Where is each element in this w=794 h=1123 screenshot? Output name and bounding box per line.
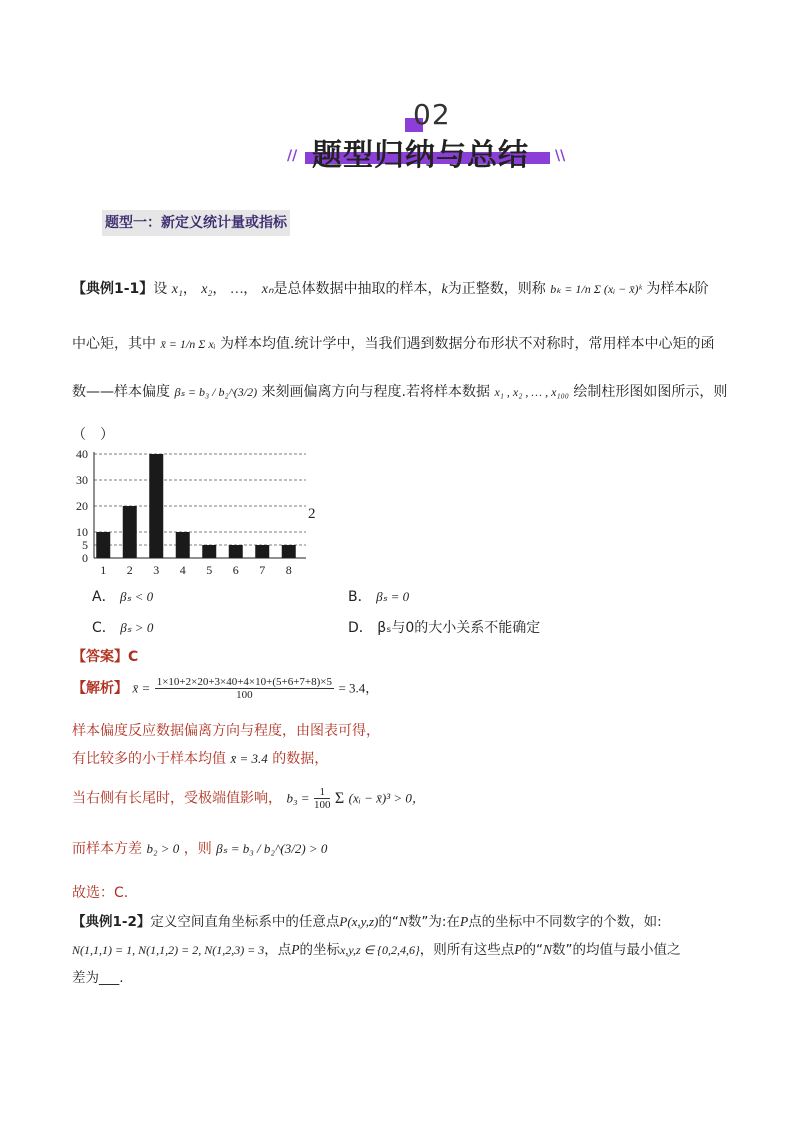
bar-6 — [229, 545, 243, 558]
option-d[interactable] — [348, 617, 540, 637]
analysis-skew-result: βₛ = b₃ / b₂^(3/2) > 0 — [216, 841, 328, 856]
analysis-line5 — [72, 838, 327, 858]
bar-8 — [282, 545, 296, 558]
bar-5 — [202, 545, 216, 558]
example1-tag: 【典例1-1】 — [72, 281, 154, 297]
var-x2: x₂ — [201, 282, 213, 297]
bar-1 — [96, 532, 110, 558]
answer-line — [72, 646, 138, 666]
example1-text: 为样本均值.统计学中，当我们遇到数据分布形状不对称时，常用样本中心矩的函 — [220, 336, 715, 352]
var-k: k — [688, 282, 695, 297]
option-b[interactable] — [348, 586, 409, 606]
y-tick-label: 10 — [76, 525, 88, 539]
example2-set: x,y,z ∈ {0,2,4,6} — [340, 943, 420, 957]
example2-line3: 差为___. — [72, 970, 124, 986]
example1-text: 是总体数据中抽取的样本， — [273, 281, 442, 297]
var-xn: xₙ — [261, 282, 274, 297]
analysis-b3-denominator: 100 — [313, 799, 331, 811]
example2-text: 的坐标 — [299, 942, 341, 958]
example1-text: 来刻画偏离方向与程度.若将样本数据 — [261, 384, 490, 400]
analysis-mean-rhs: = 3.4， — [338, 680, 379, 696]
example2-text: 数”的均值与最小值之 — [552, 942, 681, 958]
example2-n: N — [543, 942, 553, 957]
example1-text: 中心矩，其中 — [72, 336, 156, 352]
x-tick-label: 1 — [100, 563, 107, 577]
answer-paren: （ ） — [72, 427, 114, 443]
section-deco-right: \\ — [555, 148, 566, 164]
option-a-text: βₛ < 0 — [120, 589, 154, 604]
answer-tag: 【答案】 — [72, 649, 128, 665]
example2-text: 定义空间直角坐标系中的任意点 — [150, 914, 340, 930]
bar-4 — [176, 532, 190, 558]
analysis-line1 — [72, 676, 378, 701]
option-b-label: B． — [348, 589, 372, 605]
option-d-text: βₛ与0的大小关系不能确定 — [377, 620, 541, 636]
topic-label — [102, 210, 290, 236]
formula-mean: x̄ = 1/n Σ xᵢ — [160, 337, 216, 351]
option-c[interactable] — [92, 617, 153, 637]
analysis-mean-denominator: 100 — [236, 689, 253, 701]
option-a[interactable] — [92, 586, 153, 606]
formula-sample-vars: x₁ , x₂ , … , x₁₀₀ — [494, 385, 569, 399]
example2-p: P — [291, 942, 300, 957]
example2-point: P(x,y,z) — [339, 914, 379, 929]
example2-tag: 【典例1-2】 — [72, 914, 151, 930]
analysis-conclusion: 故选：C. — [72, 885, 129, 901]
x-tick-label: 8 — [285, 563, 292, 577]
example2-n-values: N(1,1,1) = 1, N(1,1,2) = 2, N(1,2,3) = 3 — [72, 943, 265, 957]
option-c-text: βₛ > 0 — [120, 620, 154, 635]
example1-line2 — [72, 333, 714, 353]
section-deco-left: // — [287, 148, 298, 164]
section-title: 题型归纳与总结 — [312, 138, 529, 173]
y-tick-label: 5 — [82, 538, 88, 552]
example2-n: N — [398, 914, 408, 929]
bar-chart — [66, 446, 316, 578]
example2-text: ，则所有这些点 — [419, 942, 515, 958]
example1-text: 为正整数，则称 — [447, 281, 546, 297]
bar-3 — [149, 454, 163, 558]
formula-skew: βₛ = b₃ / b₂^(3/2) — [174, 385, 258, 399]
var-k: k — [441, 282, 448, 297]
example1-line3 — [72, 381, 727, 401]
x-tick-label: 6 — [232, 563, 239, 577]
analysis-mean-numerator: 1×10+2×20+3×40+4×10+(5+6+7+8)×5 — [156, 676, 332, 688]
answer-value: C — [128, 649, 139, 665]
option-c-label: C． — [92, 620, 116, 636]
x-tick-label: 7 — [259, 563, 266, 577]
x-tick-label: 3 — [153, 563, 160, 577]
analysis-tag: 【解析】 — [72, 680, 128, 697]
y-tick-label: 40 — [76, 447, 88, 461]
analysis-b3-lhs: b₃ = — [286, 790, 310, 806]
analysis-mean-lhs: x̄ = — [132, 680, 151, 696]
y-tick-label: 30 — [76, 473, 88, 487]
x-tick-label: 5 — [206, 563, 213, 577]
analysis-text: 当右侧有长尾时，受极端值影响， — [72, 790, 282, 807]
analysis-text: ，则 — [183, 841, 212, 857]
example2-line2 — [72, 938, 681, 958]
var-x1: x₁ — [171, 282, 183, 297]
example1-text: 数——样本偏度 — [72, 384, 170, 400]
analysis-variance: b₂ > 0 — [146, 841, 180, 856]
example1-text: 为样本 — [646, 281, 689, 297]
analysis-b3-fraction — [314, 786, 331, 811]
example2-line1 — [72, 910, 662, 930]
analysis-text: 而样本方差 — [72, 841, 142, 857]
sum-icon: Σ — [334, 789, 345, 807]
example2-text: 数”为:在 — [407, 914, 460, 930]
section-number: 02 — [413, 98, 451, 131]
example2-text: 的“ — [378, 914, 399, 930]
option-d-label: D． — [348, 620, 373, 636]
y-tick-label: 20 — [76, 499, 88, 513]
analysis-line3 — [72, 748, 328, 768]
x-tick-label: 2 — [126, 563, 133, 577]
analysis-mean-fraction — [155, 676, 334, 701]
formula-bk: bₖ = 1/n Σ (xᵢ − x̄)ᵏ — [550, 282, 642, 296]
var-dots: … — [230, 282, 244, 297]
example1-line1: 【典例1-1】设 x₁， x₂， …， xₙ是总体数据中抽取的样本，k为正整数，则称 bₖ = 1/n Σ (xᵢ − x̄)ᵏ 为样本k阶 — [72, 281, 709, 297]
bar-2 — [123, 506, 137, 558]
analysis-text: 有比较多的小于样本均值 — [72, 751, 226, 767]
analysis-mean-value: x̄ = 3.4 — [230, 751, 268, 766]
option-a-label: A． — [92, 589, 116, 605]
analysis-b3-rhs: (xᵢ − x̄)³ > 0， — [348, 790, 425, 806]
x-tick-label: 4 — [179, 563, 186, 577]
example1-text: 绘制柱形图如图所示，则 — [573, 384, 728, 400]
analysis-b3-numerator: 1 — [314, 786, 331, 799]
stray-label: 2 — [308, 506, 316, 522]
option-b-text: βₛ = 0 — [376, 589, 410, 604]
topic-label-text: 题型一：新定义统计量或指标 — [105, 215, 287, 231]
example2-text: 点的坐标中不同数字的个数，如: — [468, 914, 662, 930]
analysis-text: 的数据， — [272, 751, 329, 767]
analysis-line2: 样本偏度反应数据偏离方向与程度，由图表可得， — [72, 723, 380, 739]
example2-text: 的“ — [522, 942, 543, 958]
example1-text: 设 — [153, 281, 168, 297]
example2-text: ，点 — [264, 942, 292, 958]
example1-text: 阶 — [694, 281, 709, 297]
bar-7 — [255, 545, 269, 558]
example2-p: P — [514, 942, 523, 957]
example2-p: P — [459, 914, 469, 929]
y-tick-label: 0 — [82, 551, 88, 565]
analysis-line4 — [72, 786, 425, 811]
